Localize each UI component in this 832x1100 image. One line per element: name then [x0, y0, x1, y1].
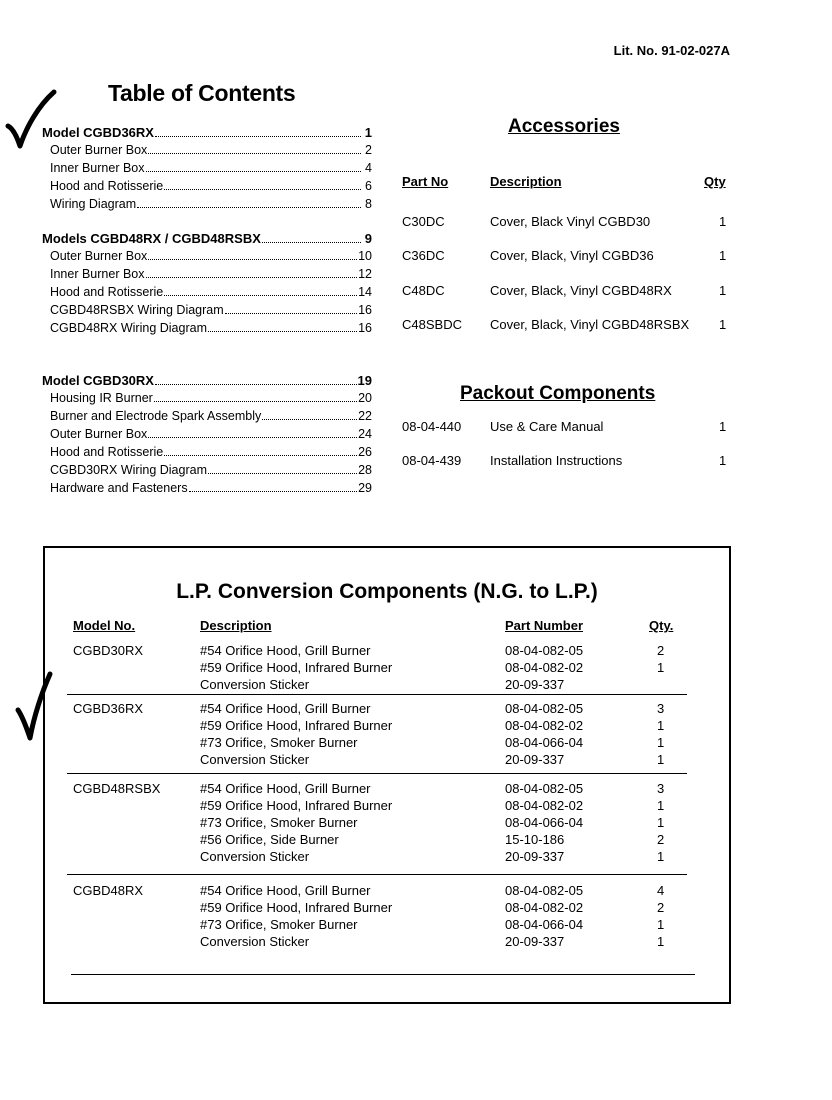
toc-section — [42, 231, 372, 339]
lp-item-description: Conversion Sticker — [200, 752, 310, 767]
packout-part-no: 08-04-440 — [402, 419, 462, 434]
toc-leader-dots — [155, 384, 357, 385]
lp-item-part-number: 08-04-082-02 — [505, 798, 584, 813]
toc-item-label: Outer Burner Box — [50, 249, 148, 263]
toc-leader-dots — [164, 295, 357, 296]
toc-item — [42, 197, 372, 215]
lp-item-description: #59 Orifice Hood, Infrared Burner — [200, 798, 393, 813]
toc-item-page: 20 — [358, 391, 372, 405]
toc-item-page: 10 — [358, 249, 372, 263]
accessory-qty: 1 — [719, 214, 727, 229]
toc-leader-dots — [148, 259, 357, 260]
lp-item-qty: 1 — [657, 815, 665, 830]
lp-item-qty: 1 — [657, 934, 665, 949]
accessories-header-qty: Qty — [704, 174, 726, 189]
toc-item-label: Inner Burner Box — [50, 161, 145, 175]
toc-item-page: 28 — [358, 463, 372, 477]
toc-item-page: 16 — [358, 303, 372, 317]
toc-heading-label: Model CGBD30RX — [42, 373, 154, 388]
packout-description: Installation Instructions — [490, 453, 623, 468]
lp-item-part-number: 08-04-082-05 — [505, 701, 584, 716]
lp-model-no: CGBD36RX — [73, 701, 144, 716]
lp-model-no: CGBD30RX — [73, 643, 144, 658]
packout-qty: 1 — [719, 453, 727, 468]
toc-sections — [42, 125, 372, 499]
literature-number: Lit. No. 91-02-027A — [613, 43, 730, 58]
toc-item-page: 14 — [358, 285, 372, 299]
toc-item-label: CGBD30RX Wiring Diagram — [50, 463, 207, 477]
accessories-title: Accessories — [508, 116, 620, 137]
toc-item-page: 8 — [365, 197, 372, 211]
toc-item — [42, 409, 372, 427]
toc-item-page: 16 — [358, 321, 372, 335]
toc-item — [42, 267, 372, 285]
accessory-part-no: C36DC — [402, 248, 445, 263]
lp-item-qty: 1 — [657, 660, 665, 675]
toc-leader-dots — [148, 153, 361, 154]
toc-item — [42, 427, 372, 445]
lp-item-description: #54 Orifice Hood, Grill Burner — [200, 781, 371, 796]
accessory-qty: 1 — [719, 317, 727, 332]
lp-item-description: #54 Orifice Hood, Grill Burner — [200, 643, 371, 658]
toc-item-label: Outer Burner Box — [50, 427, 148, 441]
accessories-header-description: Description — [490, 174, 562, 189]
lp-item-qty: 1 — [657, 752, 665, 767]
toc-item-page: 4 — [365, 161, 372, 175]
lp-item-part-number: 08-04-066-04 — [505, 917, 584, 932]
lp-header-model: Model No. — [73, 618, 136, 633]
toc-item — [42, 143, 372, 161]
accessory-part-no: C48DC — [402, 283, 445, 298]
lp-conversion-box — [43, 546, 731, 1004]
lp-group-divider — [67, 773, 687, 774]
lp-item-description: #73 Orifice, Smoker Burner — [200, 815, 358, 830]
lp-item-part-number: 08-04-082-05 — [505, 883, 584, 898]
toc-item — [42, 463, 372, 481]
toc-leader-dots — [164, 189, 361, 190]
toc-item — [42, 285, 372, 303]
toc-item-page: 6 — [365, 179, 372, 193]
lp-item-description: #59 Orifice Hood, Infrared Burner — [200, 718, 393, 733]
lp-item-description: Conversion Sticker — [200, 849, 310, 864]
accessory-description: Cover, Black, Vinyl CGBD36 — [490, 248, 654, 263]
packout-part-no: 08-04-439 — [402, 453, 462, 468]
toc-item-page: 24 — [358, 427, 372, 441]
lp-item-part-number: 20-09-337 — [505, 934, 565, 949]
lp-item-qty: 1 — [657, 849, 665, 864]
toc-heading-label: Model CGBD36RX — [42, 125, 154, 140]
lp-item-part-number: 20-09-337 — [505, 677, 565, 692]
toc-item-page: 12 — [358, 267, 372, 281]
lp-item-part-number: 08-04-082-02 — [505, 718, 584, 733]
packout-title: Packout Components — [460, 383, 656, 404]
toc-leader-dots — [262, 242, 361, 243]
lp-item-part-number: 08-04-082-05 — [505, 643, 584, 658]
lp-item-qty: 2 — [657, 900, 665, 915]
toc-item — [42, 445, 372, 463]
toc-item — [42, 391, 372, 409]
toc-title: Table of Contents — [108, 80, 296, 106]
accessory-qty: 1 — [719, 283, 727, 298]
lp-item-description: #73 Orifice, Smoker Burner — [200, 917, 358, 932]
toc-item-label: CGBD48RX Wiring Diagram — [50, 321, 207, 335]
lp-item-part-number: 20-09-337 — [505, 752, 565, 767]
lp-item-qty: 3 — [657, 701, 665, 716]
lp-item-description: #59 Orifice Hood, Infrared Burner — [200, 660, 393, 675]
toc-heading — [42, 231, 372, 249]
lp-item-qty: 1 — [657, 917, 665, 932]
lp-header-description: Description — [200, 618, 272, 633]
toc-item-label: Outer Burner Box — [50, 143, 148, 157]
lp-item-description: #54 Orifice Hood, Grill Burner — [200, 883, 371, 898]
lp-header-qty: Qty. — [649, 618, 674, 633]
toc-leader-dots — [146, 277, 358, 278]
lp-item-part-number: 08-04-082-02 — [505, 660, 584, 675]
toc-heading — [42, 125, 372, 143]
toc-leader-dots — [146, 171, 362, 172]
toc-heading-label: Models CGBD48RX / CGBD48RSBX — [42, 231, 261, 246]
toc-heading-page: 19 — [357, 373, 372, 388]
lp-item-description: #54 Orifice Hood, Grill Burner — [200, 701, 371, 716]
toc-item-page: 2 — [365, 143, 372, 157]
lp-item-description: Conversion Sticker — [200, 934, 310, 949]
toc-section — [42, 373, 372, 499]
toc-leader-dots — [208, 473, 357, 474]
lp-item-description: #56 Orifice, Side Burner — [200, 832, 339, 847]
toc-item-label: Hardware and Fasteners — [50, 481, 188, 495]
accessory-part-no: C30DC — [402, 214, 445, 229]
packout-description: Use & Care Manual — [490, 419, 604, 434]
toc-heading-page: 1 — [364, 125, 372, 140]
lp-header-part-number: Part Number — [505, 618, 584, 633]
lp-item-part-number: 08-04-082-05 — [505, 781, 584, 796]
lp-group-divider — [71, 974, 695, 975]
toc-item-label: Housing IR Burner — [50, 391, 153, 405]
lp-item-qty: 2 — [657, 832, 665, 847]
lp-item-qty: 1 — [657, 718, 665, 733]
toc-item-label: Burner and Electrode Spark Assembly — [50, 409, 262, 423]
accessory-description: Cover, Black, Vinyl CGBD48RSBX — [490, 317, 690, 332]
lp-item-part-number: 20-09-337 — [505, 849, 565, 864]
lp-conversion-title: L.P. Conversion Components (N.G. to L.P.) — [176, 580, 598, 603]
toc-leader-dots — [154, 401, 357, 402]
toc-leader-dots — [148, 437, 357, 438]
toc-item-label: CGBD48RSBX Wiring Diagram — [50, 303, 224, 317]
toc-item-label: Hood and Rotisserie — [50, 285, 164, 299]
lp-item-qty: 1 — [657, 735, 665, 750]
lp-item-description: #59 Orifice Hood, Infrared Burner — [200, 900, 393, 915]
lp-item-description: Conversion Sticker — [200, 677, 310, 692]
toc-item — [42, 481, 372, 499]
toc-section — [42, 125, 372, 215]
toc-leader-dots — [189, 491, 358, 492]
lp-item-qty: 2 — [657, 643, 665, 658]
toc-item — [42, 249, 372, 267]
lp-item-description: #73 Orifice, Smoker Burner — [200, 735, 358, 750]
lp-item-part-number: 08-04-066-04 — [505, 735, 584, 750]
accessories-header-part-no: Part No — [402, 174, 449, 189]
toc-item-label: Inner Burner Box — [50, 267, 145, 281]
accessory-qty: 1 — [719, 248, 727, 263]
toc-item — [42, 179, 372, 197]
lp-item-qty: 4 — [657, 883, 665, 898]
accessory-part-no: C48SBDC — [402, 317, 462, 332]
toc-item-page: 26 — [358, 445, 372, 459]
toc-item — [42, 303, 372, 321]
toc-leader-dots — [262, 419, 357, 420]
toc-item — [42, 161, 372, 179]
lp-model-no: CGBD48RSBX — [73, 781, 161, 796]
lp-item-qty: 3 — [657, 781, 665, 796]
toc-item-label: Hood and Rotisserie — [50, 445, 164, 459]
lp-item-part-number: 08-04-066-04 — [505, 815, 584, 830]
lp-group-divider — [67, 874, 687, 875]
toc-leader-dots — [208, 331, 357, 332]
accessory-description: Cover, Black, Vinyl CGBD48RX — [490, 283, 672, 298]
packout-qty: 1 — [719, 419, 727, 434]
toc-leader-dots — [225, 313, 357, 314]
toc-leader-dots — [137, 207, 361, 208]
toc-item-page: 29 — [358, 481, 372, 495]
toc-item-label: Hood and Rotisserie — [50, 179, 164, 193]
lp-group-divider — [67, 694, 687, 695]
lp-item-qty: 1 — [657, 798, 665, 813]
toc-leader-dots — [155, 136, 361, 137]
toc-item — [42, 321, 372, 339]
accessory-description: Cover, Black Vinyl CGBD30 — [490, 214, 651, 229]
toc-heading-page: 9 — [364, 231, 372, 246]
lp-model-no: CGBD48RX — [73, 883, 144, 898]
toc-item-label: Wiring Diagram — [50, 197, 137, 211]
toc-item-page: 22 — [358, 409, 372, 423]
toc-leader-dots — [164, 455, 357, 456]
toc-heading — [42, 373, 372, 391]
lp-item-part-number: 08-04-082-02 — [505, 900, 584, 915]
lp-item-part-number: 15-10-186 — [505, 832, 565, 847]
